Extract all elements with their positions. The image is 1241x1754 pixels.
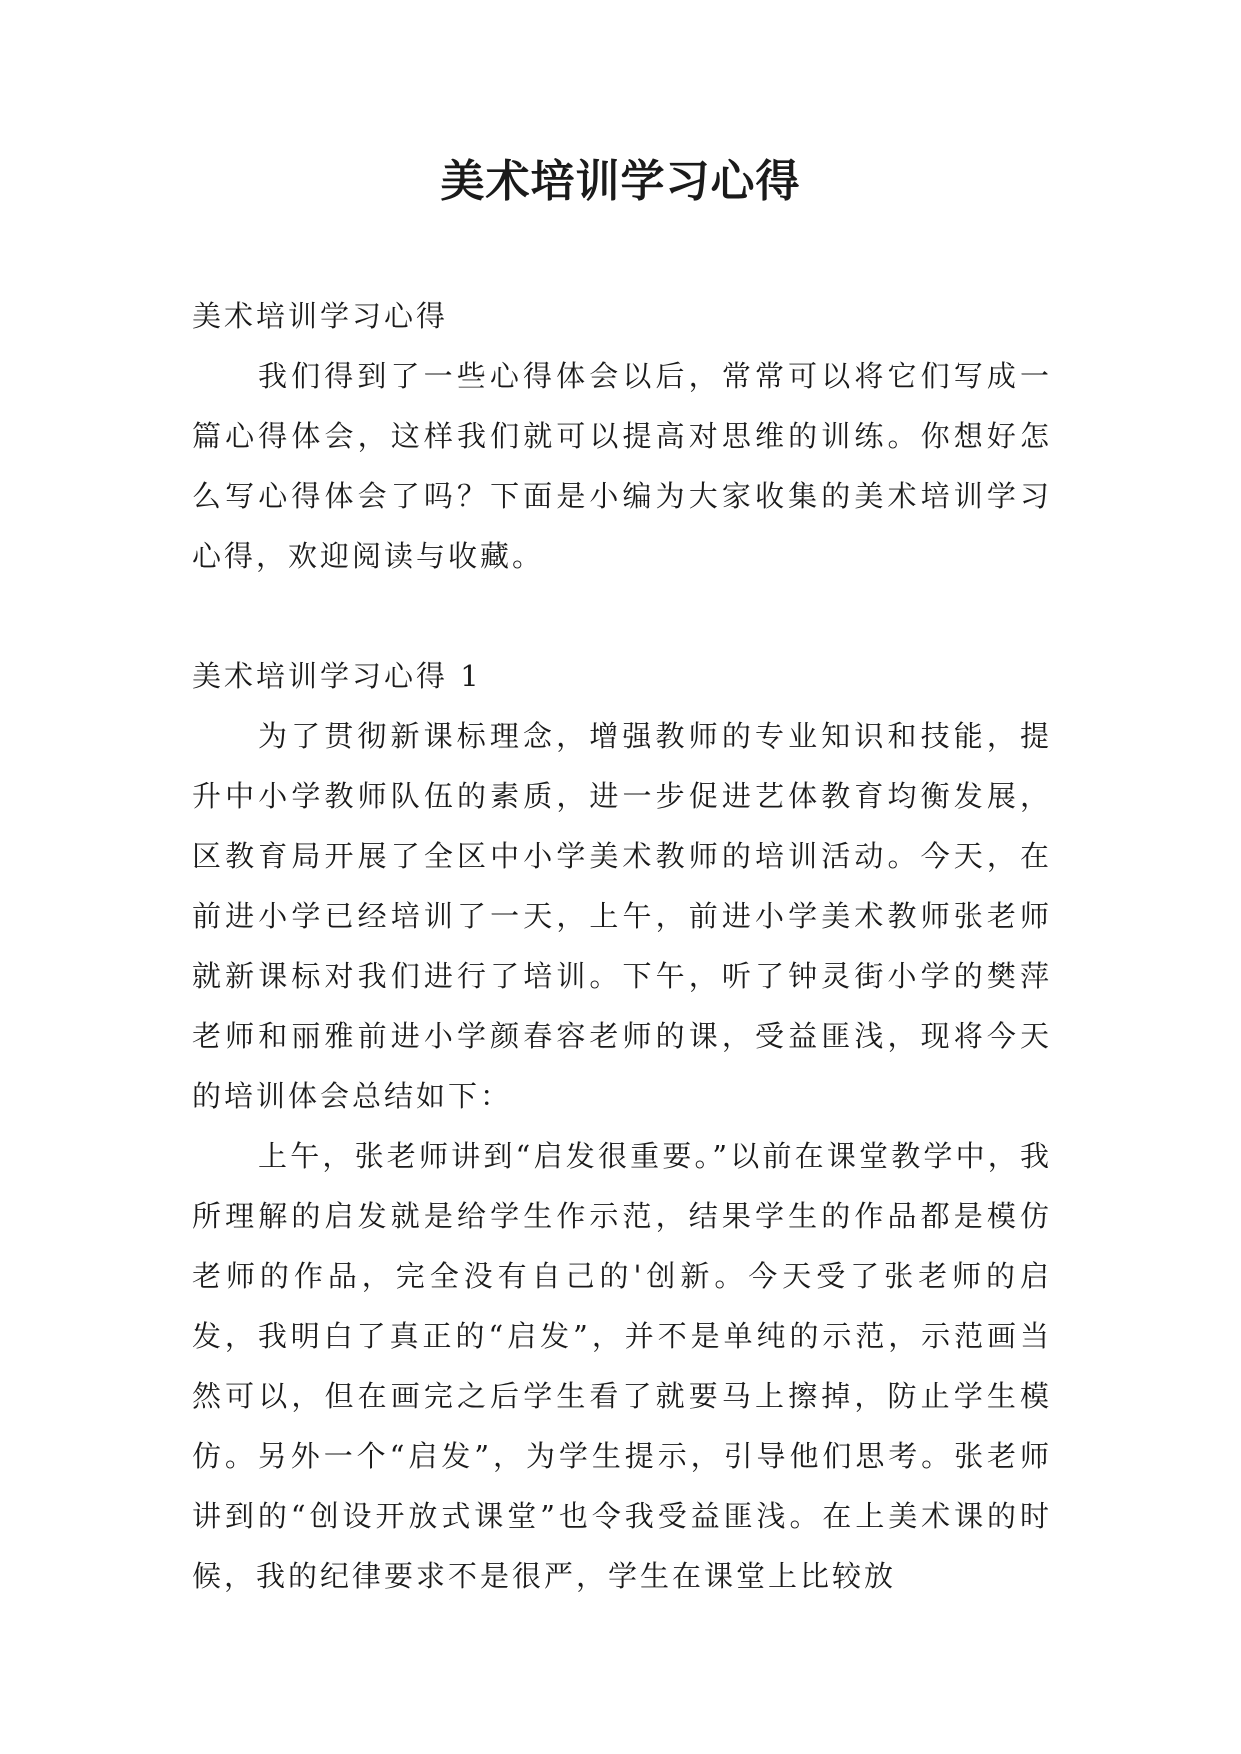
document-title: 美术培训学习心得: [440, 156, 801, 207]
document-body: [192, 286, 1052, 1606]
document-subtitle: 美术培训学习心得: [192, 299, 449, 333]
body-paragraph: 上午，张老师讲到“启发很重要。”以前在课堂教学中，我所理解的启发就是给学生作示范，结果学生的作品都是模仿老师的作品，完全没有自己的'创新。今天受了张老师的启发，我明白了真正的“启发”，并不是单纯的示范，示范画当然可以，但在画完之后学生看了就要马上擦掉，防止学生模仿。另外一个“启发”，为学生提示，引导他们思考。张老师讲到的“创设开放式课堂”也令我受益匪浅。在上美术课的时候，我的纪律要求不是很严，学生在课堂上比较放: [192, 1139, 1052, 1593]
body-paragraph: 为了贯彻新课标理念，增强教师的专业知识和技能，提升中小学教师队伍的素质，进一步促进艺体教育均衡发展，区教育局开展了全区中小学美术教师的培训活动。今天，在前进小学已经培训了一天，上午，前进小学美术教师张老师就新课标对我们进行了培训。下午，听了钟灵街小学的樊萍老师和丽雅前进小学颜春容老师的课，受益匪浅，现将今天的培训体会总结如下：: [192, 719, 1052, 1113]
intro-paragraph: 我们得到了一些心得体会以后，常常可以将它们写成一篇心得体会，这样我们就可以提高对思维的训练。你想好怎么写心得体会了吗？下面是小编为大家收集的美术培训学习心得，欢迎阅读与收藏。: [192, 359, 1052, 573]
section-heading: 美术培训学习心得 1: [192, 659, 482, 693]
